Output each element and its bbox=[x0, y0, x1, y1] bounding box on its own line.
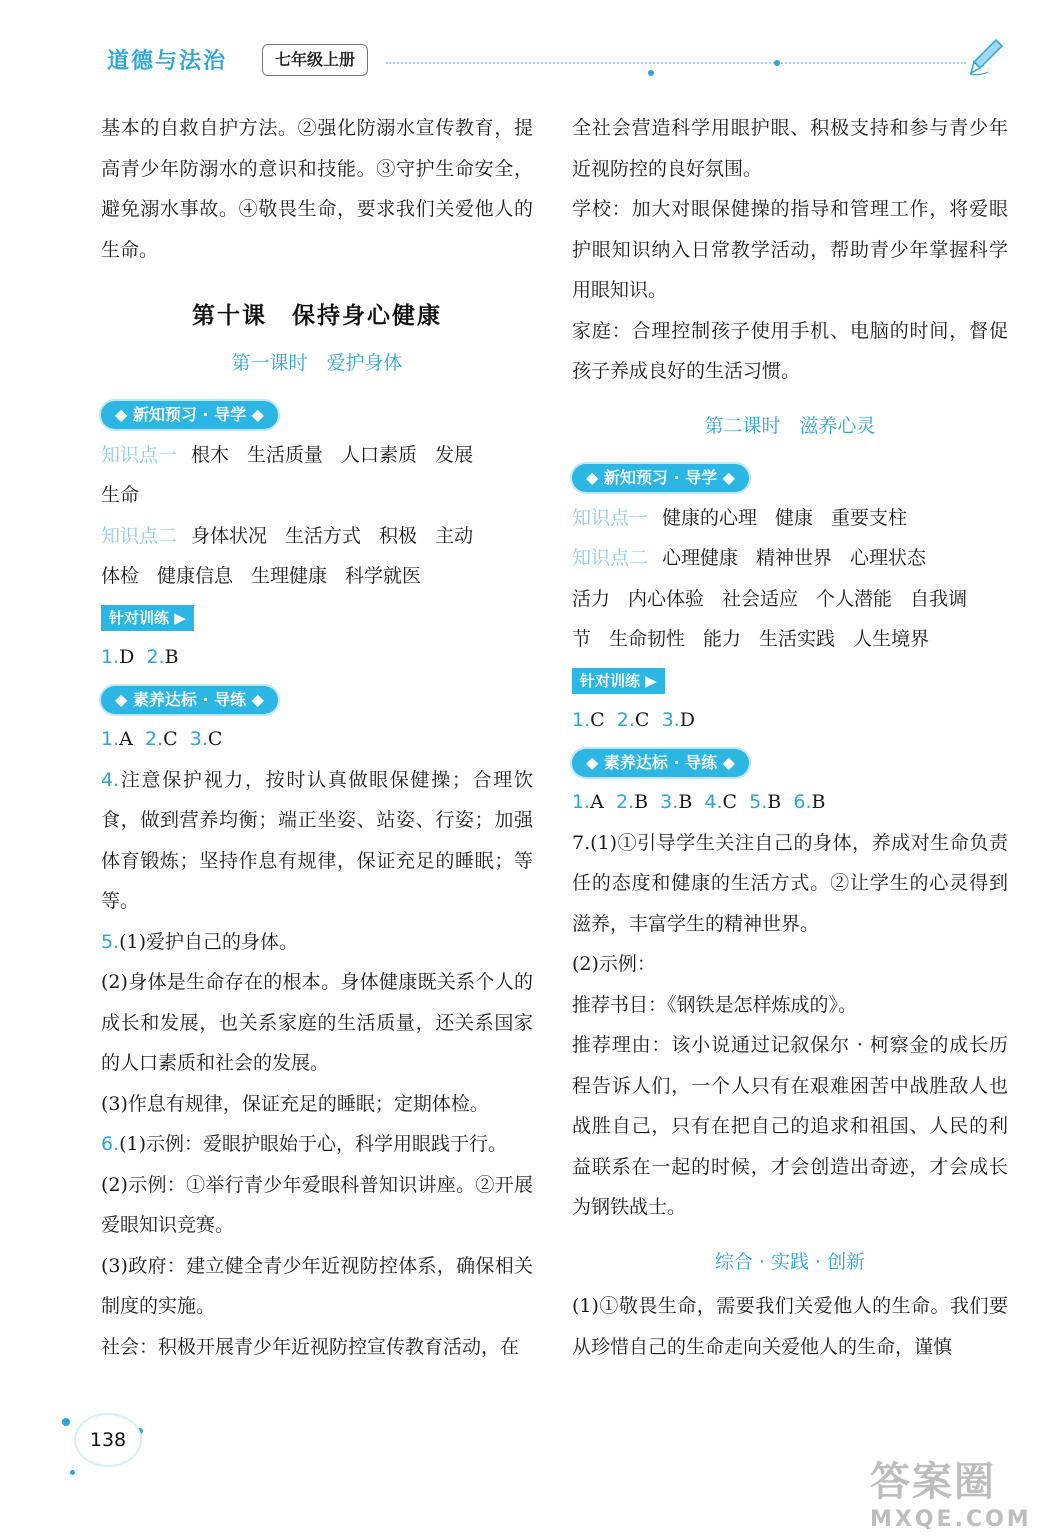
term: 人生境界 bbox=[853, 628, 930, 650]
left-column bbox=[101, 108, 533, 1367]
answer-paragraph: 学校：加大对眼保健操的指导和管理工作，将爱眼护眼知识纳入日常教学活动，帮助青少年掌握科学用眼知识。 bbox=[572, 198, 1008, 301]
term: 社会适应 bbox=[722, 587, 799, 610]
footer-dot bbox=[70, 1470, 75, 1475]
section-title: 综合 · 实践 · 创新 bbox=[714, 1250, 866, 1273]
answer-paragraph: 推荐书目：《钢铁是怎样炼成的》。 bbox=[572, 993, 858, 1016]
answer-value: B bbox=[164, 646, 179, 668]
practice-tag: ◆ 素养达标 · 导练 ◆ bbox=[101, 686, 278, 714]
term: 生命韧性 bbox=[609, 628, 686, 650]
question-number: 5. bbox=[101, 930, 120, 953]
kp-label: 知识点二 bbox=[572, 547, 649, 569]
right-column bbox=[572, 108, 1008, 1367]
answer-number: 1. bbox=[572, 791, 591, 813]
practice-answers bbox=[101, 719, 533, 760]
training-answers bbox=[572, 700, 1008, 741]
answer-text: (1)示例：爱眼护眼始于心，科学用眼践于行。 bbox=[119, 1133, 508, 1155]
term: 积极 bbox=[379, 524, 418, 547]
answer-number: 3. bbox=[189, 728, 208, 750]
page-header bbox=[0, 0, 1053, 90]
pen-icon bbox=[966, 36, 1006, 78]
watermark-url: MXQE.COM bbox=[870, 1507, 1032, 1532]
answer-paragraph: (2)示例：①举行青少年爱眼科普知识讲座。②开展爱眼知识竞赛。 bbox=[101, 1173, 533, 1236]
term: 健康的心理 bbox=[662, 506, 758, 529]
page-number: 138 bbox=[74, 1413, 142, 1467]
answer-paragraph: (3)作息有规律，保证充足的睡眠；定期体检。 bbox=[101, 1092, 489, 1115]
header-dot bbox=[774, 60, 780, 66]
term: 能力 bbox=[703, 628, 742, 650]
preview-tag: ◆ 新知预习 · 导学 ◆ bbox=[101, 401, 278, 429]
grade-label: 七年级上册 bbox=[262, 44, 368, 76]
answer-paragraph bbox=[101, 1124, 533, 1165]
term: 体检 bbox=[101, 565, 140, 587]
term: 个人潜能 bbox=[816, 587, 893, 610]
answer-number: 3. bbox=[661, 709, 680, 731]
lesson-title: 第十课 保持身心健康 bbox=[192, 302, 442, 329]
answer-value: C bbox=[722, 791, 738, 813]
answer-number: 1. bbox=[572, 709, 591, 731]
answer-number: 1. bbox=[101, 646, 120, 668]
subject-title: 道德与法治 bbox=[107, 49, 228, 74]
answer-paragraph: 社会：积极开展青少年近视防控宣传教育活动，在 bbox=[101, 1335, 520, 1358]
kp-label: 知识点一 bbox=[572, 506, 649, 529]
answer-value: B bbox=[767, 791, 782, 813]
answer-text: (1)爱护自己的身体。 bbox=[119, 930, 299, 953]
intro-paragraph: 基本的自救自护方法。②强化防溺水宣传教育，提高青少年防溺水的意识和技能。③守护生命安全，避免溺水事故。④敬畏生命，要求我们关爱他人的生命。 bbox=[101, 117, 533, 261]
term: 根木 bbox=[191, 443, 230, 466]
answer-value: A bbox=[590, 791, 604, 813]
answer-value: B bbox=[634, 791, 649, 813]
term: 重要支柱 bbox=[831, 506, 908, 529]
answer-value: B bbox=[678, 791, 693, 813]
answer-paragraph: 全社会营造科学用眼护眼、积极支持和参与青少年近视防控的良好氛围。 bbox=[572, 117, 1008, 180]
knowledge-point-1 bbox=[101, 435, 533, 516]
answer-paragraph bbox=[101, 922, 533, 963]
watermark-logo: 答案圈 bbox=[870, 1459, 996, 1505]
answer-number: 3. bbox=[660, 791, 679, 813]
answer-value: C bbox=[590, 709, 605, 731]
answer-paragraph bbox=[101, 760, 533, 922]
kp-label: 知识点二 bbox=[101, 524, 178, 547]
term: 健康 bbox=[775, 506, 814, 529]
term: 心理健康 bbox=[662, 547, 739, 569]
answer-text: 注意保护视力，按时认真做眼保健操；合理饮食，做到营养均衡；端正坐姿、站姿、行姿；加强体育锻炼；坚持作息有规律，保证充足的睡眠；等等。 bbox=[101, 768, 533, 912]
term: 生命 bbox=[101, 484, 140, 506]
header-dot bbox=[648, 70, 654, 76]
answer-number: 2. bbox=[615, 791, 635, 813]
answer-paragraph: 家庭：合理控制孩子使用手机、电脑的时间，督促孩子养成良好的生活习惯。 bbox=[572, 319, 1008, 382]
term: 生活方式 bbox=[285, 524, 362, 547]
term: 节 bbox=[572, 628, 592, 650]
answer-number: 2. bbox=[616, 709, 635, 731]
answer-value: A bbox=[119, 728, 133, 750]
question-number: 6. bbox=[101, 1133, 120, 1155]
training-answers bbox=[101, 637, 533, 678]
training-tag: 针对训练 ▶ bbox=[101, 605, 194, 631]
footer-dot bbox=[62, 1418, 70, 1426]
term: 生活质量 bbox=[247, 443, 324, 466]
answer-number: 2. bbox=[144, 728, 164, 750]
period-title: 第二课时 滋养心灵 bbox=[704, 414, 876, 437]
answer-paragraph: (3)政府：建立健全青少年近视防控体系，确保相关制度的实施。 bbox=[101, 1254, 533, 1317]
training-tag: 针对训练 ▶ bbox=[572, 668, 665, 694]
answer-value: C bbox=[207, 728, 223, 750]
term: 科学就医 bbox=[345, 565, 422, 587]
term: 身体状况 bbox=[191, 524, 268, 547]
term: 生活实践 bbox=[759, 628, 836, 650]
answer-paragraph: (2)示例： bbox=[572, 953, 656, 975]
kp-label: 知识点一 bbox=[101, 443, 178, 466]
answer-paragraph: 7.(1)①引导学生关注自己的身体，养成对生命负责任的态度和健康的生活方式。②让学生的心灵得到滋养，丰富学生的精神世界。 bbox=[572, 831, 1008, 935]
answer-number: 4. bbox=[704, 791, 723, 813]
term: 活力 bbox=[572, 587, 611, 610]
knowledge-point-2 bbox=[101, 516, 533, 597]
question-number: 4. bbox=[101, 768, 120, 791]
answer-value: D bbox=[679, 709, 695, 731]
answer-number: 5. bbox=[749, 791, 768, 813]
term: 发展 bbox=[435, 443, 474, 466]
term: 精神世界 bbox=[756, 547, 833, 569]
answer-value: C bbox=[163, 728, 178, 750]
knowledge-point-1 bbox=[572, 498, 1008, 539]
term: 自我调 bbox=[910, 587, 968, 610]
header-divider bbox=[386, 62, 966, 64]
watermark bbox=[870, 1450, 1032, 1532]
answer-paragraph: 推荐理由：该小说通过记叙保尔 · 柯察金的成长历程告诉人们，一个人只有在艰难困苦中战胜敌人也战胜自己，只有在把自己的追求和祖国、人民的利益联系在一起的时候，才会创造出奇迹，才会成长为钢铁战士。 bbox=[572, 1034, 1008, 1218]
term: 人口素质 bbox=[341, 443, 418, 466]
term: 心理状态 bbox=[850, 547, 927, 569]
knowledge-point-2 bbox=[572, 538, 1008, 660]
answer-paragraph: (2)身体是生命存在的根本。身体健康既关系个人的成长和发展，也关系家庭的生活质量，还关系国家的人口素质和社会的发展。 bbox=[101, 971, 533, 1074]
answer-value: B bbox=[811, 791, 826, 813]
practice-tag: ◆ 素养达标 · 导练 ◆ bbox=[572, 749, 749, 777]
answer-value: D bbox=[119, 646, 135, 668]
answer-number: 6. bbox=[793, 791, 812, 813]
practice-answers bbox=[572, 782, 1008, 823]
answer-number: 2. bbox=[146, 646, 165, 668]
answer-value: C bbox=[634, 709, 650, 731]
period-title: 第一课时 爱护身体 bbox=[231, 351, 403, 374]
answer-number: 1. bbox=[101, 728, 120, 750]
term: 主动 bbox=[435, 524, 474, 547]
preview-tag: ◆ 新知预习 · 导学 ◆ bbox=[572, 464, 749, 492]
term: 生理健康 bbox=[251, 565, 328, 587]
term: 内心体验 bbox=[628, 587, 705, 610]
term: 健康信息 bbox=[157, 565, 234, 587]
answer-paragraph: (1)①敬畏生命，需要我们关爱他人的生命。我们要从珍惜自己的生命走向关爱他人的生命，谨慎 bbox=[572, 1295, 1008, 1358]
